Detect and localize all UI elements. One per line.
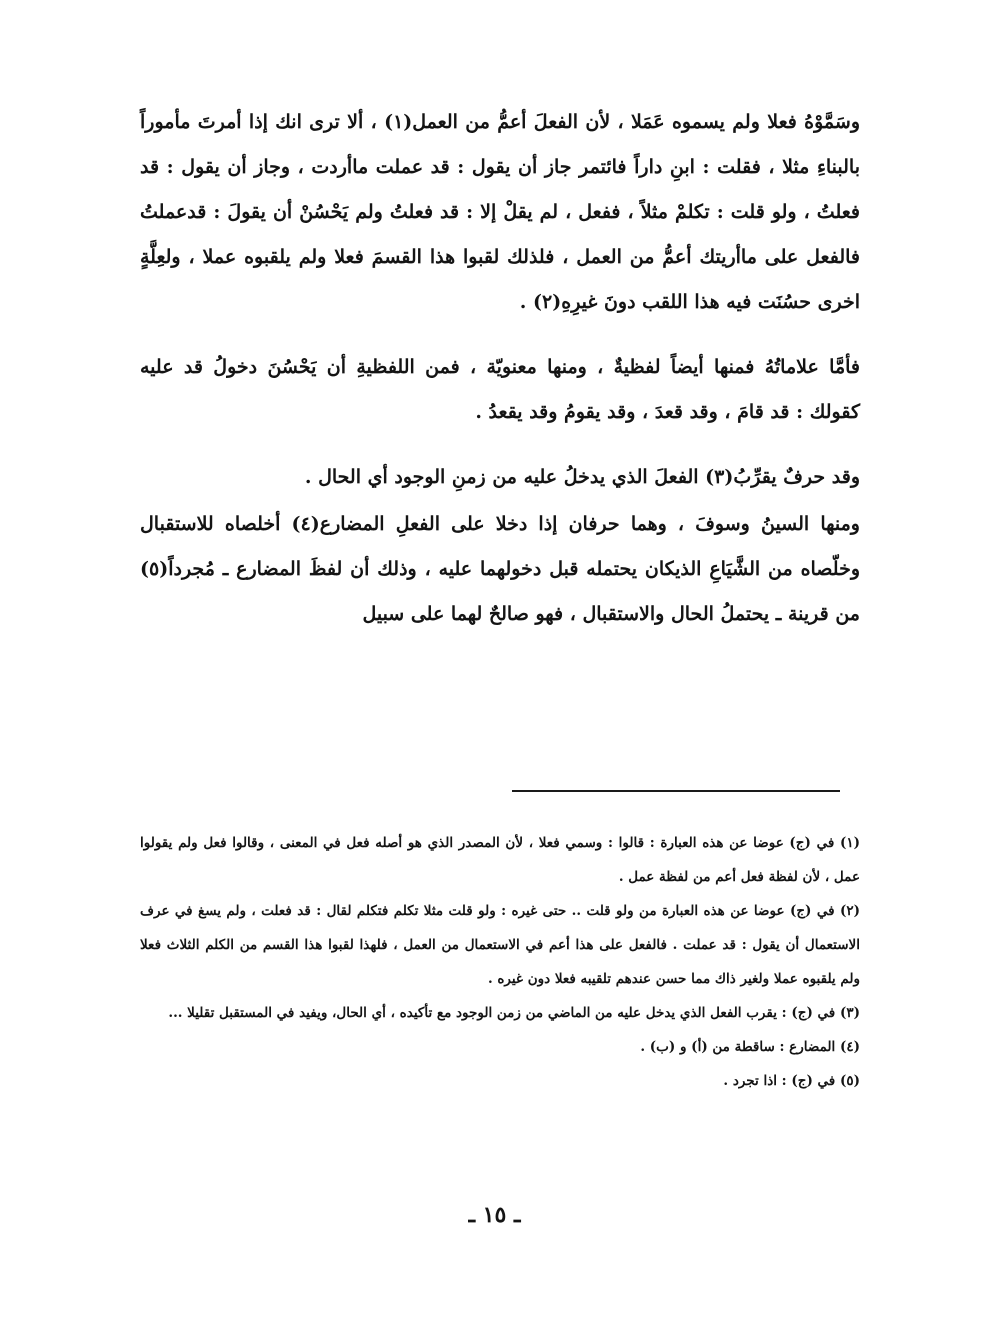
- footnote-4: (٤) المضارع : ساقطة من (أ) و (ب) .: [640, 1039, 860, 1055]
- footnotes: [140, 826, 860, 1098]
- paragraph-2: فأمَّا علاماتُهُ فمنها أيضاً لفظيةٌ ، ومنها معنويّة ، فمن اللفظيةِ أن يَحْسُنَ دخولُ قد عليه كقولك : قد قامَ ، وقد قعدَ ، وقد يقومُ وقد يقعدُ .: [140, 356, 860, 423]
- footnote-1: (١) في (ج) عوضا عن هذه العبارة : قالوا : وسمي فعلا ، لأن المصدر الذي هو أصله فعل في المعنى ، وقالوا فعل ولم يقولوا عمل ، لأن لفظة فعل أعم من لفظة عمل .: [140, 835, 860, 885]
- footnote-2: (٢) في (ج) عوضا عن هذه العبارة من ولو قلت .. حتى غيره : ولو قلت مثلا تكلم فتكلم لقال : قد فعلت ، ولم يسغ في عرف الاستعمال أن يقول : قد عملت . فالفعل على هذا أعم في الاستعمال من العمل ، فلهذا لقبوا هذا القسم من الكلم الثلاث فعلا ولم يلقبوه عملا ولغير ذاك مما حسن عندهم تلقيبه فعلا دون غيره .: [140, 903, 860, 987]
- footnote-separator: [512, 790, 840, 792]
- paragraph-1: وسَمَّوْهُ فعلا ولم يسموه عَمَلا ، لأن الفعلَ أعمُّ من العمل(١) ، ألا ترى انك إذا أمرتَ مأموراً بالبناءِ مثلا ، فقلت : ابنِ داراً فائتمر جاز أن يقول : قد عملت ماأردت ، وجاز أن يقول : قد فعلتُ ، ولو قلت : تكلمْ مثلاً ، ففعل ، لم يقلْ إلا : قد فعلتُ ولم يَحْسُنْ أن يقولَ : قدعملتُ فالفعل على ماأريتك أعمُّ من العمل ، فلذلك لقبوا هذا القسمَ فعلا ولم يلقبوه عملا ، ولعِلَّةٍ اخرى حسُنَت فيه هذا اللقب دونَ غيرِهِ(٢) .: [140, 111, 860, 313]
- paragraph-3: وقد حرفٌ يقرِّبُ(٣) الفعلَ الذي يدخلُ عليه من زمنِ الوجود أي الحال .: [304, 466, 860, 488]
- main-text: [140, 100, 860, 637]
- footnote-3: (٣) في (ج) : يقرب الفعل الذي يدخل عليه من الماضي من زمن الوجود مع تأكيده ، أي الحال، ويفيد في المستقبل تقليلا ...: [168, 1005, 860, 1021]
- footnote-5: (٥) في (ج) : اذا تجرد .: [723, 1073, 860, 1089]
- paragraph-4: ومنها السينُ وسوفَ ، وهما حرفان إذا دخلا على الفعلِ المضارع(٤) أخلصاه للاستقبال وخلّصاه من الشَّيَاعِ الذيكان يحتمله قبل دخولهما عليه ، وذلك أن لفظَ المضارع ـ مُجرداً(٥) من قرينة ـ يحتملُ الحال والاستقبال ، فهو صالحٌ لهما على سبيل: [140, 513, 860, 625]
- page-number: ـ ١٥ ـ: [468, 1202, 521, 1228]
